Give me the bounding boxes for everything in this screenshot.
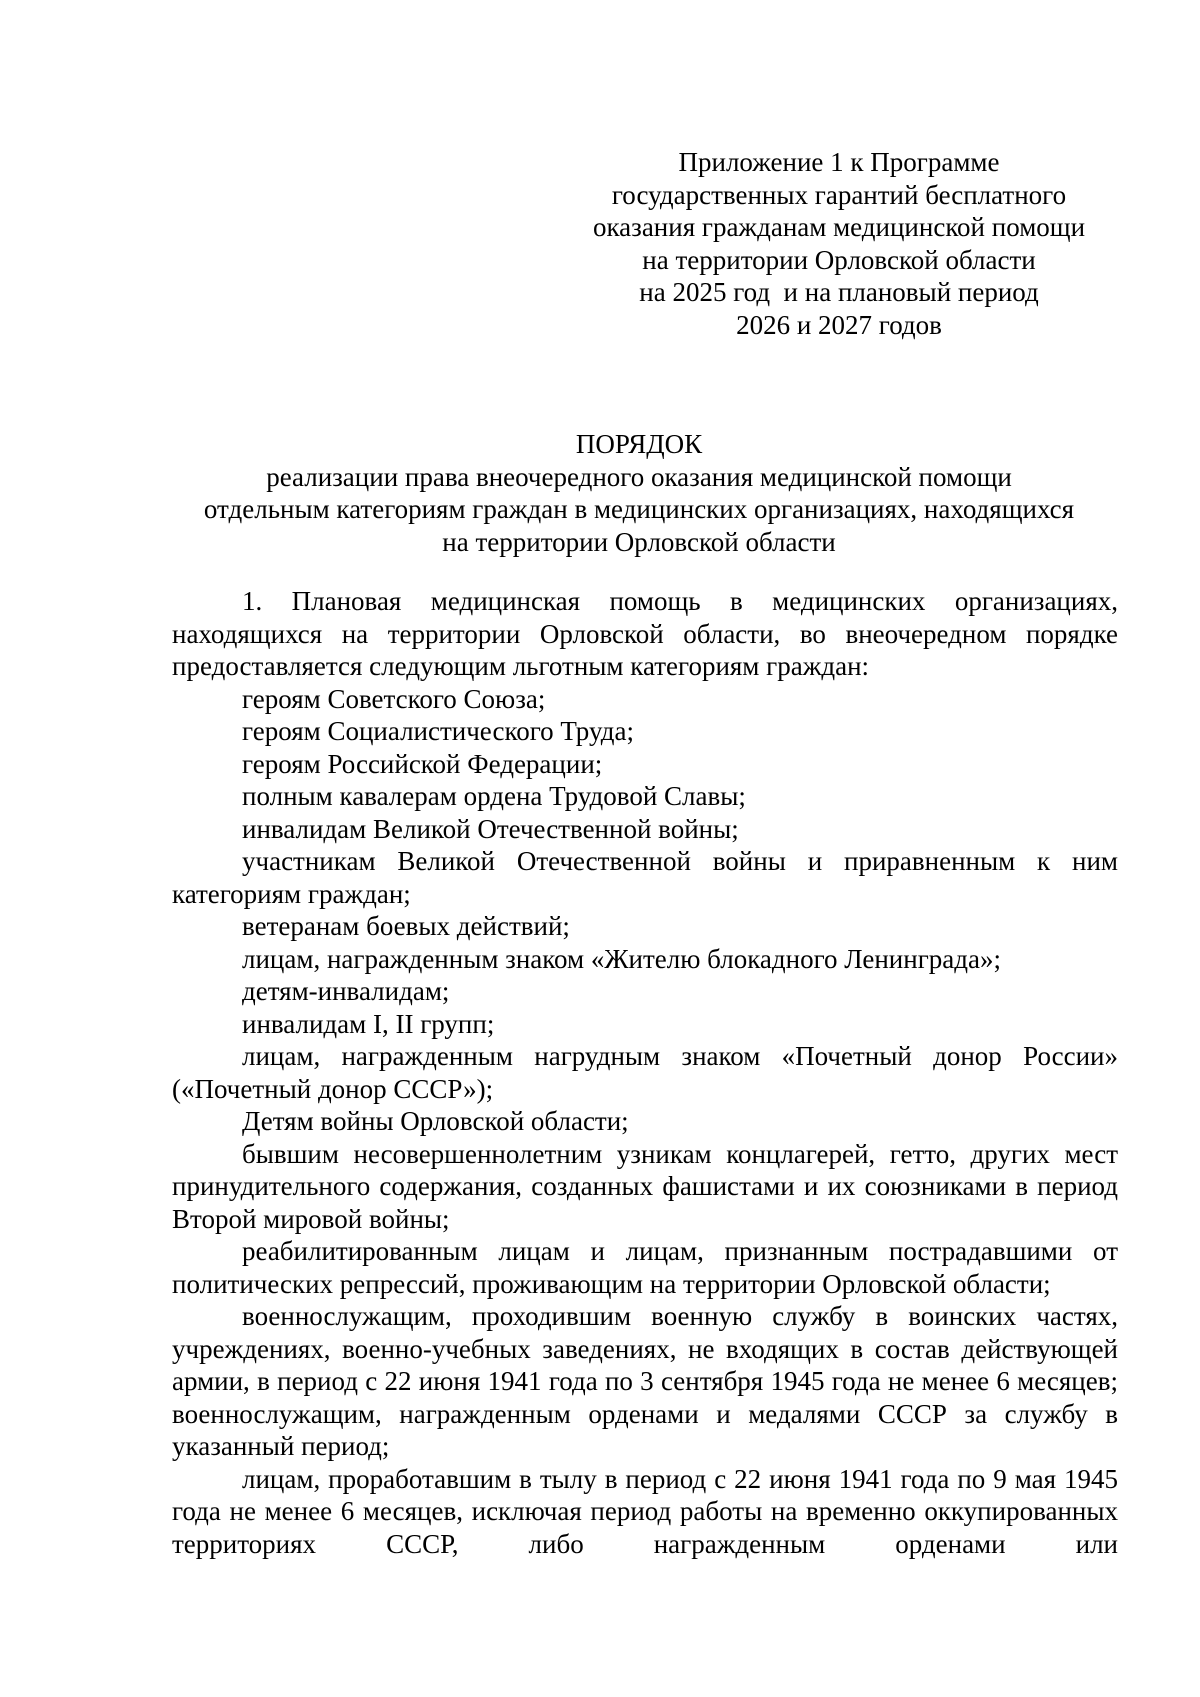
list-item: реабилитированным лицам и лицам, признанным пострадавшими от политических репрессий, проживающим на территории Орловской области;	[172, 1236, 1118, 1299]
list-item: героям Социалистического Труда;	[242, 716, 634, 746]
appendix-line: государственных гарантий бесплатного	[611, 179, 1067, 210]
list-item: участникам Великой Отечественной войны и приравненным к ним категориям граждан;	[172, 846, 1118, 909]
list-item: инвалидам Великой Отечественной войны;	[242, 813, 739, 844]
list-item: бывшим несовершеннолетним узникам концлагерей, гетто, других мест принудительного содержания, созданных фашистами и их союзниками в период Второй мировой войны;	[172, 1138, 1118, 1234]
list-item: героям Советского Союза;	[242, 683, 546, 714]
list-item: военнослужащим, проходившим военную службу в воинских частях, учреждениях, военно-учебных заведениях, не входящих в состав действующей армии, в период с 22 июня 1941 года по 3 сентября 1945 года не менее 6 месяцев; военнослужащим, награжденным орденами и медалями СССР за службу в указанный период;	[172, 1301, 1118, 1461]
appendix-line: оказания гражданам медицинской помощи	[592, 212, 1086, 242]
appendix-line: на территории Орловской области	[642, 244, 1036, 275]
document-body	[172, 585, 1118, 1560]
appendix-line: Приложение 1 к Программе	[678, 147, 1000, 177]
appendix-header	[560, 146, 1118, 341]
intro-paragraph: 1. Плановая медицинская помощь в медицинских организациях, находящихся на территории Орловской области, во внеочередном порядке предоставляется следующим льготным категориям граждан:	[172, 586, 1118, 681]
list-item: полным кавалерам ордена Трудовой Славы;	[242, 781, 746, 811]
list-item: лицам, награжденным знаком «Жителю блокадного Ленинграда»;	[242, 943, 1001, 974]
list-item: лицам, проработавшим в тылу в период с 22 июня 1941 года по 9 мая 1945 года не менее 6 месяцев, исключая период работы на временно оккупированных территориях СССР, либо награжденным орденами или	[172, 1463, 1118, 1559]
document-subtitle-line: на территории Орловской области	[442, 526, 836, 557]
list-item: лицам, награжденным нагрудным знаком «Почетный донор России» («Почетный донор СССР»);	[172, 1041, 1118, 1104]
list-item: Детям войны Орловской области;	[242, 1106, 629, 1136]
document-subtitle-line: отдельным категориям граждан в медицинских организациях, находящихся	[203, 494, 1075, 524]
list-item: инвалидам I, II групп;	[242, 1008, 495, 1039]
document-subtitle-line: реализации права внеочередного оказания медицинской помощи	[266, 461, 1012, 492]
list-item: героям Российской Федерации;	[242, 748, 603, 779]
appendix-line: 2026 и 2027 годов	[736, 309, 942, 340]
document-heading	[160, 428, 1118, 558]
appendix-line: на 2025 год и на плановый период	[639, 277, 1039, 307]
document-title: ПОРЯДОК	[575, 429, 703, 459]
list-item: ветеранам боевых действий;	[242, 911, 570, 941]
list-item: детям-инвалидам;	[242, 976, 450, 1006]
